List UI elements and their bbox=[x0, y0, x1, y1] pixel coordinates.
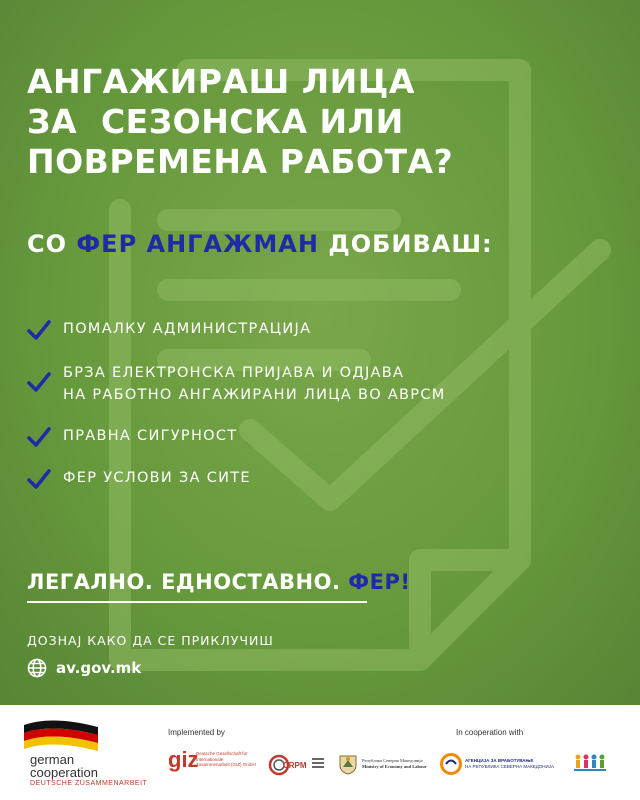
ministry-line-1: Република Северна Македонија bbox=[362, 758, 423, 763]
agency-logo-icon bbox=[440, 753, 462, 775]
implemented-by-label: Implemented by bbox=[168, 728, 225, 737]
tagline-highlight: ФЕР! bbox=[348, 570, 411, 594]
german-cooperation-line-1: german bbox=[30, 752, 75, 767]
benefits-list bbox=[27, 318, 446, 489]
headline bbox=[27, 62, 453, 182]
benefit-text: ПОМАЛКУ АДМИНИСТРАЦИЈА bbox=[63, 321, 312, 337]
in-cooperation-label: In cooperation with bbox=[456, 728, 524, 737]
headline-line-1: АНГАЖИРАШ ЛИЦА bbox=[27, 62, 415, 101]
tagline-underline bbox=[27, 601, 367, 603]
subhead bbox=[27, 230, 493, 258]
benefit-item bbox=[27, 425, 446, 447]
subhead-prefix: СО bbox=[27, 230, 68, 258]
benefit-text: ПРАВНА СИГУРНОСТ bbox=[63, 428, 238, 444]
crpm-logo-icon bbox=[268, 753, 328, 777]
coat-of-arms-icon bbox=[338, 753, 358, 775]
website-text[interactable]: av.gov.mk bbox=[56, 659, 142, 677]
benefit-item bbox=[27, 467, 446, 489]
german-cooperation-line-2: cooperation bbox=[30, 765, 98, 780]
subhead-suffix: ДОБИВАШ: bbox=[328, 230, 493, 258]
subhead-highlight: ФЕР АНГАЖМАН bbox=[76, 230, 319, 258]
benefit-item bbox=[27, 362, 446, 406]
benefit-item bbox=[27, 318, 446, 340]
ministry-line-2: Ministry of Economy and Labour bbox=[362, 764, 427, 769]
ministry-logo bbox=[338, 753, 432, 775]
headline-line-2: ЗА СЕЗОНСКА ИЛИ bbox=[27, 102, 404, 141]
crpm-logo bbox=[268, 753, 328, 781]
headline-line-3: ПОВРЕМЕНА РАБОТА? bbox=[27, 142, 454, 181]
agency-line-2: НА РЕПУБЛИКА СЕВЕРНА МАКЕДОНИЈА bbox=[465, 764, 555, 769]
benefit-text: БРЗА ЕЛЕКТРОНСКА ПРИЈАВА И ОДЈАВА bbox=[63, 365, 405, 381]
tagline-main: ЛЕГАЛНО. ЕДНОСТАВНО. bbox=[27, 570, 341, 594]
german-flag-icon bbox=[22, 713, 100, 755]
tagline bbox=[27, 570, 410, 594]
check-icon bbox=[27, 372, 51, 392]
check-icon bbox=[27, 469, 51, 489]
crpm-text: CRPM bbox=[283, 761, 307, 770]
website-link[interactable] bbox=[27, 658, 141, 678]
benefit-text: НА РАБОТНО АНГАЖИРАНИ ЛИЦА ВО АВРСМ bbox=[63, 387, 446, 403]
people-logo-icon bbox=[573, 752, 607, 774]
ministry-text bbox=[362, 758, 432, 770]
check-icon bbox=[27, 320, 51, 340]
agency-logo bbox=[440, 753, 555, 775]
giz-description: Deutsche Gesellschaft für Internationale Zusammenarbeit (GIZ) GmbH bbox=[196, 751, 256, 767]
check-icon bbox=[27, 427, 51, 447]
benefit-text: ФЕР УСЛОВИ ЗА СИТЕ bbox=[63, 470, 251, 486]
agency-text bbox=[465, 758, 555, 770]
german-cooperation-line-3: DEUTSCHE ZUSAMMENARBEIT bbox=[30, 780, 148, 787]
agency-line-1: АГЕНЦИЈА ЗА ВРАБОТУВАЊЕ bbox=[465, 758, 534, 763]
globe-icon bbox=[27, 658, 47, 678]
giz-logo: giz bbox=[168, 747, 199, 772]
join-text: ДОЗНАЈ КАКО ДА СЕ ПРИКЛУЧИШ bbox=[27, 633, 274, 648]
